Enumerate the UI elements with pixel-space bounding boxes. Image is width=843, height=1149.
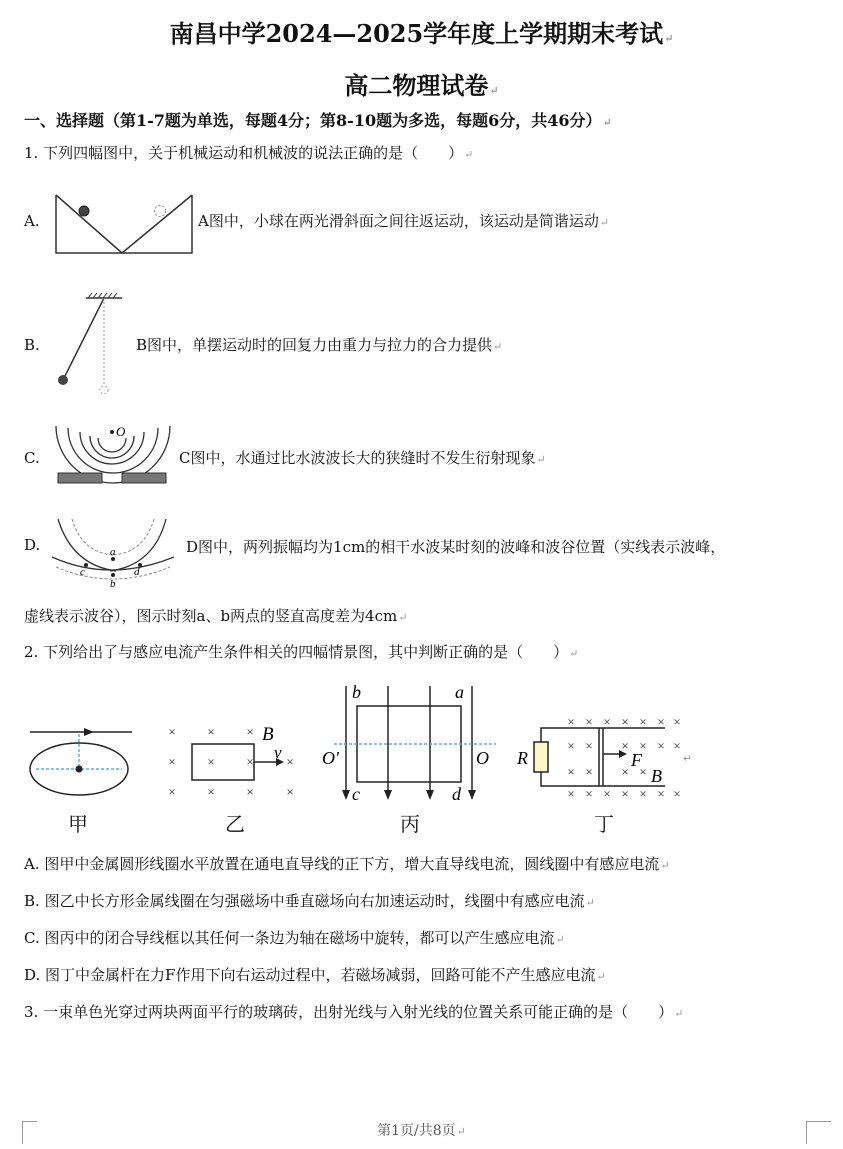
q2-caption-bing: 丙: [400, 812, 420, 836]
svg-text:×: ×: [639, 738, 647, 753]
q2-figure-jia: [24, 722, 136, 812]
q1-option-c-letter: C.: [24, 449, 40, 467]
q1-figure-d-label-c: c: [80, 566, 85, 578]
svg-text:×: ×: [657, 738, 665, 753]
svg-text:×: ×: [246, 754, 254, 769]
q2-option-b: B. 图乙中长方形金属线圈在匀强磁场中垂直磁场向右加速运动时，线圈中有感应电流↵: [24, 892, 595, 910]
q1-figure-d-interference: [50, 513, 176, 589]
q1-option-d-text: D图中，两列振幅均为1cm的相干水波某时刻的波峰和波谷位置（实线表示波峰，: [186, 538, 726, 556]
svg-text:×: ×: [567, 714, 575, 729]
svg-text:×: ×: [657, 786, 665, 801]
q2-option-c: C. 图丙中的闭合导线框以其任何一条边为轴在磁场中旋转，都可以产生感应电流↵: [24, 929, 565, 947]
q2-bing-label-o: O: [476, 748, 489, 768]
q2-caption-jia: 甲: [68, 812, 88, 836]
q2-option-a: A. 图甲中金属圆形线圈水平放置在通电直导线的正下方，增大直导线电流，圆线圈中有感应电流↵: [24, 855, 670, 873]
svg-text:×: ×: [168, 724, 176, 739]
svg-text:×: ×: [603, 786, 611, 801]
svg-text:×: ×: [621, 738, 629, 753]
q1-option-d-letter: D.: [24, 536, 41, 554]
section-heading: 一、选择题（第1-7题为单选，每题4分；第8-10题为多选，每题6分，共46分）↵: [24, 111, 612, 130]
svg-text:×: ×: [673, 714, 681, 729]
svg-text:×: ×: [639, 764, 647, 779]
svg-text:×: ×: [207, 724, 215, 739]
svg-text:×: ×: [621, 786, 629, 801]
q2-ding-label-r: R: [517, 748, 528, 768]
exam-title: 南昌中学2024—2025学年度上学期期末考试↵: [169, 19, 674, 48]
q1-option-b-text: B图中，单摆运动时的回复力由重力与拉力的合力提供↵: [136, 336, 503, 354]
svg-text:×: ×: [621, 714, 629, 729]
svg-text:×: ×: [246, 784, 254, 799]
svg-text:×: ×: [585, 714, 593, 729]
q2-ding-label-f: F: [631, 750, 642, 770]
svg-text:×: ×: [621, 764, 629, 779]
q2-bing-label-d: d: [452, 784, 461, 804]
svg-text:×: ×: [286, 754, 294, 769]
q1-figure-d-label-a: a: [110, 546, 116, 558]
svg-text:×: ×: [207, 754, 215, 769]
q1-figure-a: [52, 193, 194, 255]
q2-bing-label-a: a: [455, 682, 464, 702]
q1-option-c-text: C图中，水通过比水波波长大的狭缝时不发生衍射现象↵: [179, 449, 546, 467]
q1-figure-d-label-b: b: [110, 578, 116, 589]
svg-text:×: ×: [567, 786, 575, 801]
q2-bing-label-b: b: [352, 682, 361, 702]
question-3-stem: 3. 一束单色光穿过两块两面平行的玻璃砖，出射光线与入射光线的位置关系可能正确的是（ ）↵: [24, 1003, 684, 1021]
q2-figure-bing: [320, 682, 502, 804]
q1-option-b-letter: B.: [24, 336, 40, 354]
question-2-stem: 2. 下列给出了与感应电流产生条件相关的四幅情景图，其中判断正确的是（ ）↵: [24, 643, 579, 661]
q2-yi-label-b: B: [262, 724, 274, 745]
q2-option-d: D. 图丁中金属杆在力F作用下向右运动过程中，若磁场减弱，回路可能不产生感应电流↵: [24, 966, 606, 984]
svg-text:×: ×: [567, 738, 575, 753]
q1-option-a-letter: A.: [24, 212, 40, 230]
q2-bing-label-o-prime: O': [322, 748, 339, 768]
svg-text:×: ×: [657, 714, 665, 729]
svg-text:×: ×: [585, 764, 593, 779]
page-number: 第1页/共8页↵: [377, 1123, 466, 1139]
svg-text:×: ×: [168, 754, 176, 769]
svg-text:×: ×: [639, 714, 647, 729]
svg-text:×: ×: [585, 786, 593, 801]
q2-yi-label-v: v: [274, 743, 282, 762]
svg-text:×: ×: [207, 784, 215, 799]
q1-figure-c-diffraction: [50, 418, 178, 488]
svg-text:×: ×: [246, 724, 254, 739]
q1-option-a-text: A图中，小球在两光滑斜面之间往返运动，该运动是简谐运动↵: [198, 212, 610, 230]
q1-figure-b-pendulum: [52, 292, 122, 394]
q2-caption-ding: 丁: [594, 812, 614, 836]
svg-text:×: ×: [673, 786, 681, 801]
exam-subtitle: 高二物理试卷↵: [344, 71, 499, 100]
svg-text:×: ×: [603, 714, 611, 729]
svg-text:×: ×: [639, 786, 647, 801]
svg-text:×: ×: [585, 738, 593, 753]
q2-ding-label-b: B: [651, 766, 662, 786]
svg-text:×: ×: [286, 784, 294, 799]
svg-text:↵: ↵: [683, 753, 693, 765]
q1-figure-c-label-o: O: [116, 424, 126, 439]
q2-figure-yi: [162, 716, 302, 804]
q1-option-d-text-continued: 虚线表示波谷），图示时刻a、b两点的竖直高度差为4cm↵: [24, 607, 408, 625]
q1-figure-d-label-d: d: [134, 566, 140, 578]
q2-bing-label-c: c: [352, 784, 360, 804]
question-1-stem: 1. 下列四幅图中，关于机械运动和机械波的说法正确的是（ ）↵: [24, 144, 474, 162]
q2-figure-ding: [515, 710, 695, 804]
svg-text:×: ×: [567, 764, 575, 779]
q2-caption-yi: 乙: [225, 812, 245, 836]
svg-text:×: ×: [673, 738, 681, 753]
svg-text:×: ×: [168, 784, 176, 799]
